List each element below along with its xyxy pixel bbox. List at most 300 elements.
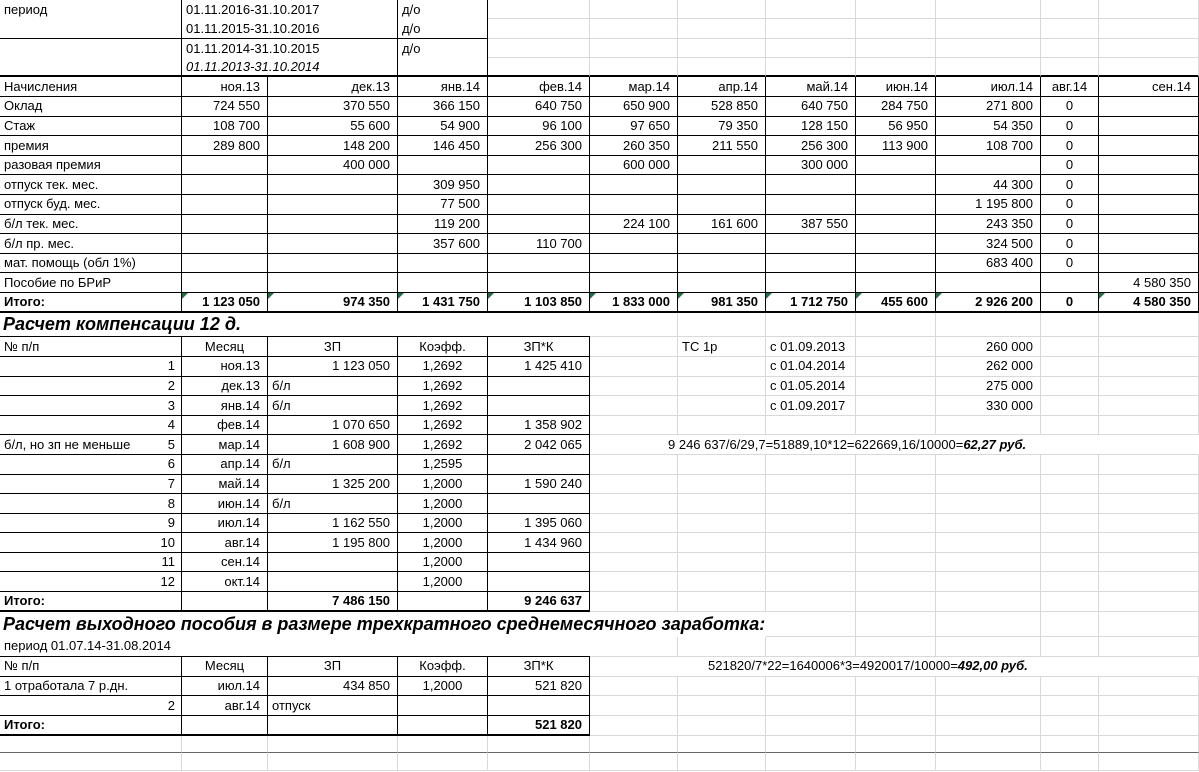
compensation-num-cell-10[interactable]: [0, 553, 182, 573]
cell-r38c11[interactable]: [1099, 753, 1199, 771]
accruals-total-cell-10[interactable]: 4 580 350: [1099, 293, 1199, 313]
accruals-cell-3-10[interactable]: [1099, 156, 1199, 176]
accruals-cell-4-6[interactable]: [766, 175, 856, 195]
period-range-0[interactable]: 01.11.2016-31.10.2017: [182, 0, 398, 19]
accruals-cell-5-4[interactable]: [590, 195, 678, 215]
cell-r35c9[interactable]: [936, 696, 1041, 716]
cell-r38c4[interactable]: [488, 753, 590, 771]
accruals-row-label-3[interactable]: разовая премия: [0, 156, 182, 176]
cell-r2c6[interactable]: [678, 39, 766, 58]
period-note-2[interactable]: д/о: [398, 39, 488, 58]
cell-r37c6[interactable]: [678, 736, 766, 753]
accruals-cell-1-3[interactable]: 96 100: [488, 117, 590, 137]
accruals-cell-6-0[interactable]: [182, 215, 268, 235]
cell-r29c5[interactable]: [590, 572, 678, 592]
compensation-k-5[interactable]: 1,2595: [398, 455, 488, 475]
accruals-header-month-11[interactable]: сен.14: [1099, 77, 1199, 97]
accruals-cell-7-1[interactable]: [268, 234, 398, 254]
accruals-cell-6-3[interactable]: [488, 215, 590, 235]
accruals-cell-9-7[interactable]: [856, 273, 936, 293]
accruals-cell-6-8[interactable]: 243 350: [936, 215, 1041, 235]
accruals-cell-2-7[interactable]: 113 900: [856, 136, 936, 156]
accruals-cell-5-10[interactable]: [1099, 195, 1199, 215]
cell-r21c5[interactable]: [590, 416, 678, 436]
tariff-date-2[interactable]: с 01.05.2014: [766, 377, 856, 397]
accruals-cell-7-3[interactable]: 110 700: [488, 234, 590, 254]
accruals-cell-9-10[interactable]: 4 580 350: [1099, 273, 1199, 293]
cell-r19c8[interactable]: [856, 377, 936, 397]
cell-r25c5[interactable]: [590, 494, 678, 514]
accruals-cell-5-9[interactable]: 0: [1041, 195, 1099, 215]
compensation-month-2[interactable]: янв.14: [182, 396, 268, 416]
cell-r25c7[interactable]: [766, 494, 856, 514]
cell-r18c5[interactable]: [590, 357, 678, 377]
compensation-zp-8[interactable]: 1 162 550: [268, 514, 398, 534]
cell-r31c10[interactable]: [1041, 612, 1099, 637]
cell-r38c9[interactable]: [936, 753, 1041, 771]
cell-r37c10[interactable]: [1041, 736, 1099, 753]
compensation-month-9[interactable]: авг.14: [182, 533, 268, 553]
cell-r38c3[interactable]: [398, 753, 488, 771]
compensation-zpk-2[interactable]: [488, 396, 590, 416]
compensation-month-6[interactable]: май.14: [182, 475, 268, 495]
tariff-value-0[interactable]: 260 000: [936, 337, 1041, 357]
accruals-cell-4-1[interactable]: [268, 175, 398, 195]
compensation-zp-1[interactable]: б/л: [268, 377, 398, 397]
accruals-cell-4-0[interactable]: [182, 175, 268, 195]
cell-r17c5[interactable]: [590, 337, 678, 357]
compensation-header-3[interactable]: Коэфф.: [398, 337, 488, 357]
period-range-3[interactable]: 01.11.2013-31.10.2014: [182, 58, 398, 77]
compensation-zpk-3[interactable]: 1 358 902: [488, 416, 590, 436]
cell-r30c5[interactable]: [590, 592, 678, 612]
accruals-cell-1-8[interactable]: 54 350: [936, 117, 1041, 137]
tariff-value-2[interactable]: 275 000: [936, 377, 1041, 397]
cell-r37c4[interactable]: [488, 736, 590, 753]
compensation-header-1[interactable]: Месяц: [182, 337, 268, 357]
accruals-row-label-7[interactable]: б/л пр. мес.: [0, 234, 182, 254]
cell-r1c10[interactable]: [1041, 19, 1099, 39]
formula-severance[interactable]: [590, 657, 1199, 677]
accruals-cell-1-4[interactable]: 97 650: [590, 117, 678, 137]
cell-r28c7[interactable]: [766, 553, 856, 573]
cell-r29c10[interactable]: [1041, 572, 1099, 592]
compensation-k-3[interactable]: 1,2692: [398, 416, 488, 436]
compensation-total-blank-month[interactable]: [182, 592, 268, 612]
period-blank-a3[interactable]: [0, 39, 182, 58]
cell-r38c6[interactable]: [678, 753, 766, 771]
cell-r0c7[interactable]: [766, 0, 856, 19]
accruals-cell-1-1[interactable]: 55 600: [268, 117, 398, 137]
accruals-cell-0-4[interactable]: 650 900: [590, 97, 678, 117]
cell-r34c8[interactable]: [856, 677, 936, 697]
cell-r1c5[interactable]: [590, 19, 678, 39]
accruals-header-month-8[interactable]: июн.14: [856, 77, 936, 97]
accruals-cell-5-5[interactable]: [678, 195, 766, 215]
compensation-num-cell-1[interactable]: [0, 377, 182, 397]
cell-r32c6[interactable]: [678, 637, 766, 657]
cell-r34c5[interactable]: [590, 677, 678, 697]
cell-r1c7[interactable]: [766, 19, 856, 39]
accruals-total-cell-8[interactable]: 2 926 200: [936, 293, 1041, 313]
accruals-cell-3-1[interactable]: 400 000: [268, 156, 398, 176]
accruals-total-cell-0[interactable]: 1 123 050: [182, 293, 268, 313]
accruals-cell-7-4[interactable]: [590, 234, 678, 254]
cell-r32c11[interactable]: [1099, 637, 1199, 657]
accruals-row-label-6[interactable]: б/л тек. мес.: [0, 215, 182, 235]
accruals-cell-8-8[interactable]: 683 400: [936, 254, 1041, 274]
cell-r31c8[interactable]: [856, 612, 936, 637]
cell-r32c9[interactable]: [936, 637, 1041, 657]
cell-r37c9[interactable]: [936, 736, 1041, 753]
cell-r27c8[interactable]: [856, 533, 936, 553]
compensation-k-11[interactable]: 1,2000: [398, 572, 488, 592]
compensation-k-2[interactable]: 1,2692: [398, 396, 488, 416]
cell-r0c4[interactable]: [488, 0, 590, 19]
cell-r28c11[interactable]: [1099, 553, 1199, 573]
accruals-cell-5-1[interactable]: [268, 195, 398, 215]
compensation-num-cell-5[interactable]: [0, 455, 182, 475]
compensation-zpk-1[interactable]: [488, 377, 590, 397]
compensation-zpk-7[interactable]: [488, 494, 590, 514]
cell-r16c7[interactable]: [766, 313, 856, 337]
cell-r2c11[interactable]: [1099, 39, 1199, 58]
cell-r35c5[interactable]: [590, 696, 678, 716]
cell-r37c1[interactable]: [182, 736, 268, 753]
accruals-total-cell-1[interactable]: 974 350: [268, 293, 398, 313]
severance-total-zpk[interactable]: 521 820: [488, 716, 590, 737]
cell-r36c6[interactable]: [678, 716, 766, 737]
accruals-cell-6-5[interactable]: 161 600: [678, 215, 766, 235]
cell-r2c5[interactable]: [590, 39, 678, 58]
accruals-cell-7-0[interactable]: [182, 234, 268, 254]
cell-r28c6[interactable]: [678, 553, 766, 573]
cell-r24c8[interactable]: [856, 475, 936, 495]
cell-r37c5[interactable]: [590, 736, 678, 753]
cell-r0c5[interactable]: [590, 0, 678, 19]
accruals-total-cell-3[interactable]: 1 103 850: [488, 293, 590, 313]
cell-r37c2[interactable]: [268, 736, 398, 753]
accruals-cell-8-5[interactable]: [678, 254, 766, 274]
accruals-cell-9-0[interactable]: [182, 273, 268, 293]
cell-r34c11[interactable]: [1099, 677, 1199, 697]
cell-r24c9[interactable]: [936, 475, 1041, 495]
cell-r37c7[interactable]: [766, 736, 856, 753]
compensation-total-label[interactable]: Итого:: [0, 592, 182, 612]
accruals-cell-7-6[interactable]: [766, 234, 856, 254]
accruals-cell-8-0[interactable]: [182, 254, 268, 274]
accruals-cell-0-3[interactable]: 640 750: [488, 97, 590, 117]
cell-r20c10[interactable]: [1041, 396, 1099, 416]
cell-r19c5[interactable]: [590, 377, 678, 397]
accruals-cell-0-8[interactable]: 271 800: [936, 97, 1041, 117]
compensation-month-10[interactable]: сен.14: [182, 553, 268, 573]
compensation-month-11[interactable]: окт.14: [182, 572, 268, 592]
cell-r18c10[interactable]: [1041, 357, 1099, 377]
compensation-k-6[interactable]: 1,2000: [398, 475, 488, 495]
accruals-cell-3-4[interactable]: 600 000: [590, 156, 678, 176]
accruals-cell-2-2[interactable]: 146 450: [398, 136, 488, 156]
accruals-total-cell-9[interactable]: 0: [1041, 293, 1099, 313]
cell-r29c9[interactable]: [936, 572, 1041, 592]
cell-r21c10[interactable]: [1041, 416, 1099, 436]
cell-r35c8[interactable]: [856, 696, 936, 716]
compensation-month-1[interactable]: дек.13: [182, 377, 268, 397]
compensation-zp-5[interactable]: б/л: [268, 455, 398, 475]
severance-month-1[interactable]: авг.14: [182, 696, 268, 716]
accruals-cell-9-8[interactable]: [936, 273, 1041, 293]
cell-r32c5[interactable]: [590, 637, 678, 657]
cell-r36c7[interactable]: [766, 716, 856, 737]
accruals-header-month-9[interactable]: июл.14: [936, 77, 1041, 97]
compensation-zp-4[interactable]: 1 608 900: [268, 435, 398, 455]
accruals-cell-8-1[interactable]: [268, 254, 398, 274]
severance-k-0[interactable]: 1,2000: [398, 677, 488, 697]
accruals-cell-5-2[interactable]: 77 500: [398, 195, 488, 215]
accruals-cell-0-9[interactable]: 0: [1041, 97, 1099, 117]
compensation-zpk-5[interactable]: [488, 455, 590, 475]
cell-r26c5[interactable]: [590, 514, 678, 534]
cell-r20c11[interactable]: [1099, 396, 1199, 416]
compensation-num-cell-2[interactable]: [0, 396, 182, 416]
cell-r18c11[interactable]: [1099, 357, 1199, 377]
compensation-zpk-6[interactable]: 1 590 240: [488, 475, 590, 495]
accruals-cell-6-2[interactable]: 119 200: [398, 215, 488, 235]
cell-r21c11[interactable]: [1099, 416, 1199, 436]
accruals-cell-9-3[interactable]: [488, 273, 590, 293]
period-blank-a2[interactable]: [0, 19, 182, 39]
tariff-date-0[interactable]: с 01.09.2013: [766, 337, 856, 357]
cell-r32c10[interactable]: [1041, 637, 1099, 657]
period-note-3[interactable]: [398, 58, 488, 77]
accruals-cell-3-8[interactable]: [936, 156, 1041, 176]
cell-r17c10[interactable]: [1041, 337, 1099, 357]
accruals-cell-7-10[interactable]: [1099, 234, 1199, 254]
compensation-header-4[interactable]: ЗП*К: [488, 337, 590, 357]
compensation-k-4[interactable]: 1,2692: [398, 435, 488, 455]
compensation-num-cell-7[interactable]: [0, 494, 182, 514]
period-range-2[interactable]: 01.11.2014-31.10.2015: [182, 39, 398, 58]
tariff-date-3[interactable]: с 01.09.2017: [766, 396, 856, 416]
cell-r23c6[interactable]: [678, 455, 766, 475]
cell-r38c10[interactable]: [1041, 753, 1099, 771]
accruals-cell-5-0[interactable]: [182, 195, 268, 215]
accruals-cell-2-10[interactable]: [1099, 136, 1199, 156]
compensation-zp-6[interactable]: 1 325 200: [268, 475, 398, 495]
cell-r3c10[interactable]: [1041, 58, 1099, 77]
cell-r27c9[interactable]: [936, 533, 1041, 553]
accruals-cell-0-0[interactable]: 724 550: [182, 97, 268, 117]
accruals-cell-6-7[interactable]: [856, 215, 936, 235]
accruals-cell-7-7[interactable]: [856, 234, 936, 254]
cell-r30c6[interactable]: [678, 592, 766, 612]
cell-r1c8[interactable]: [856, 19, 936, 39]
cell-r28c10[interactable]: [1041, 553, 1099, 573]
accruals-cell-9-9[interactable]: [1041, 273, 1099, 293]
compensation-month-8[interactable]: июл.14: [182, 514, 268, 534]
accruals-cell-8-9[interactable]: 0: [1041, 254, 1099, 274]
accruals-total-cell-7[interactable]: 455 600: [856, 293, 936, 313]
accruals-cell-1-9[interactable]: 0: [1041, 117, 1099, 137]
accruals-header-month-10[interactable]: авг.14: [1041, 77, 1099, 97]
cell-r19c11[interactable]: [1099, 377, 1199, 397]
accruals-cell-1-7[interactable]: 56 950: [856, 117, 936, 137]
cell-r21c6[interactable]: [678, 416, 766, 436]
cell-r16c10[interactable]: [1041, 313, 1099, 337]
accruals-cell-2-6[interactable]: 256 300: [766, 136, 856, 156]
cell-r28c9[interactable]: [936, 553, 1041, 573]
cell-r0c9[interactable]: [936, 0, 1041, 19]
cell-r0c8[interactable]: [856, 0, 936, 19]
period-note-1[interactable]: д/о: [398, 19, 488, 39]
cell-r23c7[interactable]: [766, 455, 856, 475]
cell-r23c5[interactable]: [590, 455, 678, 475]
cell-r25c6[interactable]: [678, 494, 766, 514]
severance-header-3[interactable]: Коэфф.: [398, 657, 488, 677]
compensation-num-cell-0[interactable]: [0, 357, 182, 377]
cell-r23c10[interactable]: [1041, 455, 1099, 475]
cell-r0c6[interactable]: [678, 0, 766, 19]
section-title-severance[interactable]: Расчет выходного пособия в размере трехкратного среднемесячного заработка:: [3, 613, 766, 634]
compensation-zpk-0[interactable]: 1 425 410: [488, 357, 590, 377]
accruals-cell-4-3[interactable]: [488, 175, 590, 195]
accruals-row-label-5[interactable]: отпуск буд. мес.: [0, 195, 182, 215]
accruals-cell-9-6[interactable]: [766, 273, 856, 293]
accruals-cell-4-2[interactable]: 309 950: [398, 175, 488, 195]
compensation-zpk-11[interactable]: [488, 572, 590, 592]
compensation-zpk-8[interactable]: 1 395 060: [488, 514, 590, 534]
accruals-cell-1-5[interactable]: 79 350: [678, 117, 766, 137]
compensation-num-cell-8[interactable]: [0, 514, 182, 534]
cell-r3c8[interactable]: [856, 58, 936, 77]
accruals-cell-7-2[interactable]: 357 600: [398, 234, 488, 254]
accruals-cell-9-2[interactable]: [398, 273, 488, 293]
cell-r38c1[interactable]: [182, 753, 268, 771]
accruals-cell-6-1[interactable]: [268, 215, 398, 235]
cell-r38c2[interactable]: [268, 753, 398, 771]
accruals-cell-3-5[interactable]: [678, 156, 766, 176]
cell-r1c6[interactable]: [678, 19, 766, 39]
accruals-header-month-6[interactable]: апр.14: [678, 77, 766, 97]
accruals-cell-8-10[interactable]: [1099, 254, 1199, 274]
period-range-1[interactable]: 01.11.2015-31.10.2016: [182, 19, 398, 39]
cell-r24c11[interactable]: [1099, 475, 1199, 495]
compensation-k-9[interactable]: 1,2000: [398, 533, 488, 553]
severance-total-blank-zp[interactable]: [268, 716, 398, 737]
accruals-row-label-9[interactable]: Пособие по БРиР: [0, 273, 182, 293]
cell-r34c6[interactable]: [678, 677, 766, 697]
accruals-cell-0-10[interactable]: [1099, 97, 1199, 117]
cell-r1c4[interactable]: [488, 19, 590, 39]
accruals-cell-4-10[interactable]: [1099, 175, 1199, 195]
cell-r35c7[interactable]: [766, 696, 856, 716]
cell-r30c8[interactable]: [856, 592, 936, 612]
cell-r34c10[interactable]: [1041, 677, 1099, 697]
accruals-row-label-8[interactable]: мат. помощь (обл 1%): [0, 254, 182, 274]
accruals-cell-6-6[interactable]: 387 550: [766, 215, 856, 235]
cell-r21c9[interactable]: [936, 416, 1041, 436]
cell-r29c8[interactable]: [856, 572, 936, 592]
accruals-cell-3-9[interactable]: 0: [1041, 156, 1099, 176]
accruals-cell-5-8[interactable]: 1 195 800: [936, 195, 1041, 215]
cell-r35c6[interactable]: [678, 696, 766, 716]
cell-r19c10[interactable]: [1041, 377, 1099, 397]
accruals-total-cell-5[interactable]: 981 350: [678, 293, 766, 313]
cell-r25c11[interactable]: [1099, 494, 1199, 514]
compensation-zpk-9[interactable]: 1 434 960: [488, 533, 590, 553]
cell-r28c5[interactable]: [590, 553, 678, 573]
accruals-header-month-7[interactable]: май.14: [766, 77, 856, 97]
cell-r27c7[interactable]: [766, 533, 856, 553]
cell-r1c9[interactable]: [936, 19, 1041, 39]
accruals-cell-2-8[interactable]: 108 700: [936, 136, 1041, 156]
accruals-header-month-5[interactable]: мар.14: [590, 77, 678, 97]
cell-r19c6[interactable]: [678, 377, 766, 397]
accruals-cell-6-10[interactable]: [1099, 215, 1199, 235]
cell-r24c6[interactable]: [678, 475, 766, 495]
cell-r24c5[interactable]: [590, 475, 678, 495]
accruals-cell-0-5[interactable]: 528 850: [678, 97, 766, 117]
severance-header-4[interactable]: ЗП*К: [488, 657, 590, 677]
accruals-cell-9-4[interactable]: [590, 273, 678, 293]
severance-header-0[interactable]: № п/п: [0, 657, 182, 677]
cell-r25c8[interactable]: [856, 494, 936, 514]
cell-r21c7[interactable]: [766, 416, 856, 436]
accruals-header-month-1[interactable]: ноя.13: [182, 77, 268, 97]
period-blank-a4[interactable]: [0, 58, 182, 77]
severance-period[interactable]: период 01.07.14-31.08.2014: [0, 637, 590, 657]
cell-r3c5[interactable]: [590, 58, 678, 77]
accruals-cell-9-1[interactable]: [268, 273, 398, 293]
cell-r36c11[interactable]: [1099, 716, 1199, 737]
severance-total-label[interactable]: Итого:: [0, 716, 182, 737]
accruals-cell-4-4[interactable]: [590, 175, 678, 195]
accruals-cell-9-5[interactable]: [678, 273, 766, 293]
accruals-header-label[interactable]: Начисления: [0, 77, 182, 97]
cell-r35c10[interactable]: [1041, 696, 1099, 716]
compensation-num-cell-9[interactable]: [0, 533, 182, 553]
accruals-cell-3-6[interactable]: 300 000: [766, 156, 856, 176]
compensation-num-cell-3[interactable]: [0, 416, 182, 436]
severance-header-2[interactable]: ЗП: [268, 657, 398, 677]
accruals-row-label-4[interactable]: отпуск тек. мес.: [0, 175, 182, 195]
accruals-cell-5-7[interactable]: [856, 195, 936, 215]
accruals-total-cell-4[interactable]: 1 833 000: [590, 293, 678, 313]
compensation-header-0[interactable]: № п/п: [0, 337, 182, 357]
tariff-date-1[interactable]: с 01.04.2014: [766, 357, 856, 377]
cell-r18c8[interactable]: [856, 357, 936, 377]
tariff-value-3[interactable]: 330 000: [936, 396, 1041, 416]
tariff-value-1[interactable]: 262 000: [936, 357, 1041, 377]
severance-month-0[interactable]: июл.14: [182, 677, 268, 697]
compensation-month-0[interactable]: ноя.13: [182, 357, 268, 377]
cell-r16c9[interactable]: [936, 313, 1041, 337]
cell-r29c6[interactable]: [678, 572, 766, 592]
cell-r20c5[interactable]: [590, 396, 678, 416]
cell-r36c10[interactable]: [1041, 716, 1099, 737]
cell-r29c7[interactable]: [766, 572, 856, 592]
accruals-cell-6-9[interactable]: 0: [1041, 215, 1099, 235]
cell-r37c11[interactable]: [1099, 736, 1199, 753]
cell-r17c8[interactable]: [856, 337, 936, 357]
severance-total-blank-k[interactable]: [398, 716, 488, 737]
cell-r0c11[interactable]: [1099, 0, 1199, 19]
accruals-cell-2-5[interactable]: 211 550: [678, 136, 766, 156]
compensation-zpk-10[interactable]: [488, 553, 590, 573]
cell-r36c5[interactable]: [590, 716, 678, 737]
severance-num-cell-0[interactable]: [0, 677, 182, 697]
cell-r38c7[interactable]: [766, 753, 856, 771]
